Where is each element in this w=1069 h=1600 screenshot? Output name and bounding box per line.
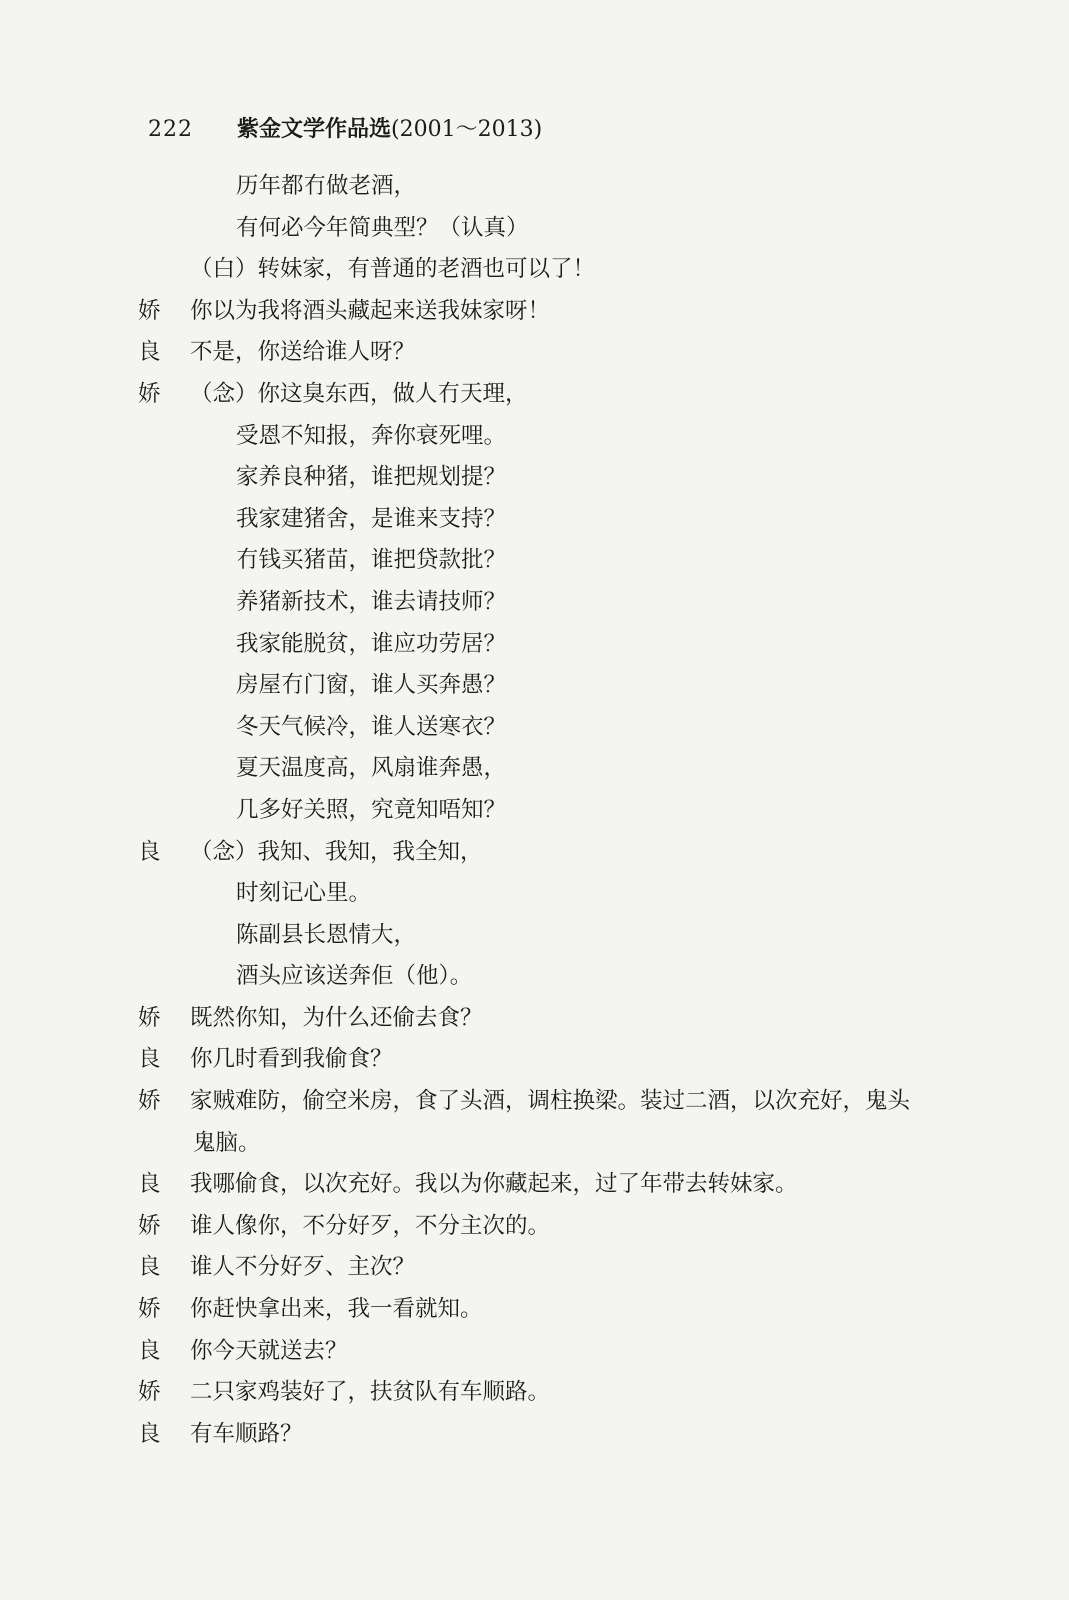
speaker-label: 良 xyxy=(138,1254,161,1281)
speaker-label: 良 xyxy=(138,838,161,865)
speaker-label: 娇 xyxy=(138,1004,161,1031)
dialogue-line xyxy=(0,665,1069,707)
dialogue-line xyxy=(0,332,1069,374)
dialogue-line xyxy=(0,998,1069,1040)
dialogue-line xyxy=(0,1123,1069,1165)
speaker-label: 娇 xyxy=(138,297,161,324)
line-text: 时刻记心里。 xyxy=(236,880,372,907)
speaker-label: 良 xyxy=(138,1420,161,1447)
line-text: 我家能脱贫，谁应功劳居？ xyxy=(236,630,507,657)
dialogue-line xyxy=(0,1081,1069,1123)
speaker-label: 娇 xyxy=(138,1212,161,1239)
dialogue-line xyxy=(0,624,1069,666)
line-text: 陈副县长恩情大， xyxy=(236,921,417,948)
dialogue-line xyxy=(0,499,1069,541)
script-body xyxy=(0,166,1069,1455)
speaker-label: 娇 xyxy=(138,1296,161,1323)
dialogue-line xyxy=(0,915,1069,957)
line-text: 你赶快拿出来，我一看就知。 xyxy=(190,1296,483,1323)
page-header xyxy=(148,112,542,143)
page-number: 222 xyxy=(148,117,193,142)
dialogue-line xyxy=(0,540,1069,582)
dialogue-line xyxy=(0,416,1069,458)
dialogue-line xyxy=(0,374,1069,416)
dialogue-line xyxy=(0,832,1069,874)
line-text: 几多好关照，究竟知唔知？ xyxy=(236,796,507,823)
line-text: 你几时看到我偷食？ xyxy=(190,1046,393,1073)
speaker-label: 良 xyxy=(138,1171,161,1198)
dialogue-line xyxy=(0,1414,1069,1456)
line-text: 我哪偷食，以次充好。我以为你藏起来，过了年带去转妹家。 xyxy=(190,1171,798,1198)
line-text: 我家建猪舍，是谁来支持？ xyxy=(236,505,507,532)
line-text: 二只家鸡装好了，扶贫队有车顺路。 xyxy=(190,1379,551,1406)
dialogue-line xyxy=(0,291,1069,333)
line-text: 夏天温度高，风扇谁奔愚， xyxy=(236,755,507,782)
speaker-label: 娇 xyxy=(138,380,161,407)
line-text: 鬼脑。 xyxy=(193,1129,261,1156)
dialogue-line xyxy=(0,707,1069,749)
dialogue-line xyxy=(0,1331,1069,1373)
dialogue-line xyxy=(0,1372,1069,1414)
dialogue-line xyxy=(0,582,1069,624)
dialogue-line xyxy=(0,208,1069,250)
line-text: 谁人像你，不分好歹，不分主次的。 xyxy=(190,1212,551,1239)
line-text: （念）我知、我知，我全知， xyxy=(190,838,483,865)
year-range: (2001～2013) xyxy=(391,117,543,142)
line-text: 家养良种猪，谁把规划提？ xyxy=(236,464,507,491)
dialogue-line xyxy=(0,166,1069,208)
line-text: 有车顺路？ xyxy=(190,1420,303,1447)
line-text: 你以为我将酒头藏起来送我妹家呀！ xyxy=(190,297,551,324)
speaker-label: 良 xyxy=(138,1337,161,1364)
dialogue-line xyxy=(0,748,1069,790)
dialogue-line xyxy=(0,457,1069,499)
line-text: 冬天气候冷，谁人送寒衣？ xyxy=(236,713,507,740)
line-text: 你今天就送去？ xyxy=(190,1337,348,1364)
dialogue-line xyxy=(0,1289,1069,1331)
dialogue-line xyxy=(0,1247,1069,1289)
book-title-text: 紫金文学作品选 xyxy=(237,116,392,142)
line-text: 酒头应该送奔佢（他）。 xyxy=(236,963,473,990)
dialogue-line xyxy=(0,249,1069,291)
line-text: 家贼难防，偷空米房，食了头酒，调柱换梁。装过二酒，以次充好，鬼头 xyxy=(190,1088,911,1115)
book-title xyxy=(237,116,542,142)
speaker-label: 良 xyxy=(138,339,161,366)
dialogue-line xyxy=(0,790,1069,832)
speaker-label: 娇 xyxy=(138,1379,161,1406)
dialogue-line xyxy=(0,1039,1069,1081)
line-text: 既然你知，为什么还偷去食？ xyxy=(190,1004,483,1031)
line-text: （念）你这臭东西，做人冇天理， xyxy=(190,380,528,407)
line-text: （白）转妹家，有普通的老酒也可以了！ xyxy=(190,256,596,283)
speaker-label: 娇 xyxy=(138,1088,161,1115)
line-text: 养猪新技术，谁去请技师？ xyxy=(236,588,507,615)
line-text: 冇钱买猪苗，谁把贷款批？ xyxy=(236,547,507,574)
speaker-label: 良 xyxy=(138,1046,161,1073)
dialogue-line xyxy=(0,873,1069,915)
dialogue-line xyxy=(0,1164,1069,1206)
line-text: 不是，你送给谁人呀？ xyxy=(190,339,416,366)
line-text: 历年都冇做老酒， xyxy=(236,173,417,199)
dialogue-line xyxy=(0,956,1069,998)
dialogue-line xyxy=(0,1206,1069,1248)
line-text: 有何必今年简典型？（认真） xyxy=(236,214,529,241)
line-text: 受恩不知报，奔你衰死哩。 xyxy=(236,422,507,449)
line-text: 谁人不分好歹、主次？ xyxy=(190,1254,416,1281)
line-text: 房屋冇门窗，谁人买奔愚？ xyxy=(236,672,507,699)
